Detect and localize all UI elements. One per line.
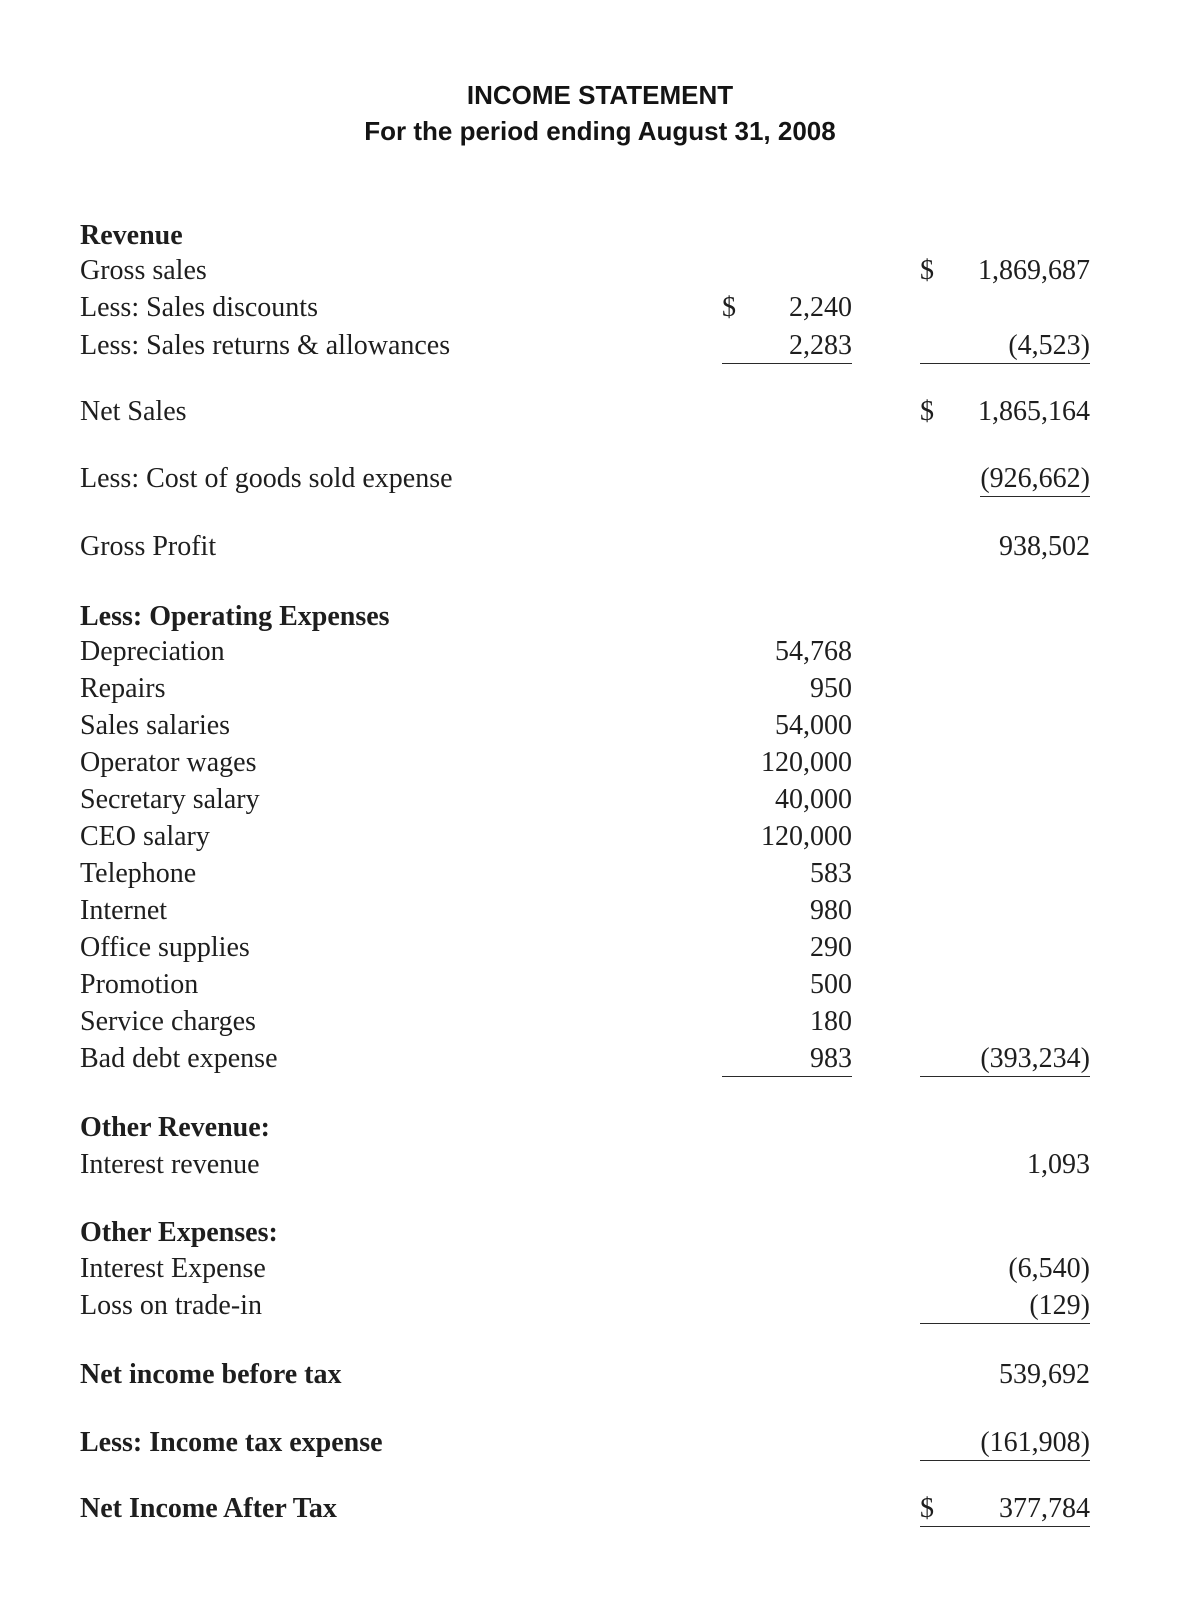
revenue-heading: Revenue bbox=[80, 220, 183, 251]
sales-discounts-value: 2,240 bbox=[789, 292, 852, 323]
expense-value: 54,768 bbox=[775, 636, 852, 667]
interest-revenue-label: Interest revenue bbox=[80, 1149, 260, 1180]
other-revenue-heading-row bbox=[0, 1111, 1200, 1145]
expense-row bbox=[0, 931, 1200, 965]
expense-value: 120,000 bbox=[761, 747, 852, 778]
gross-sales-label: Gross sales bbox=[80, 255, 207, 286]
expense-label: CEO salary bbox=[80, 821, 210, 852]
expense-value: 40,000 bbox=[775, 784, 852, 815]
revenue-heading-row bbox=[0, 219, 1200, 253]
interest-expense-row bbox=[0, 1252, 1200, 1286]
other-revenue-heading: Other Revenue: bbox=[80, 1112, 270, 1143]
interest-revenue-row bbox=[0, 1148, 1200, 1182]
loss-trade-in-row bbox=[0, 1289, 1200, 1323]
gross-sales-amount bbox=[920, 254, 1090, 288]
expense-label: Sales salaries bbox=[80, 710, 231, 741]
statement-period: For the period ending August 31, 2008 bbox=[364, 116, 836, 146]
currency-symbol: $ bbox=[920, 396, 934, 427]
expense-row bbox=[0, 783, 1200, 817]
net-before-tax-label: Net income before tax bbox=[80, 1359, 342, 1390]
expense-label: Operator wages bbox=[80, 747, 257, 778]
net-before-tax-row bbox=[0, 1358, 1200, 1392]
cogs-value: (926,662) bbox=[980, 462, 1090, 497]
sales-returns-label: Less: Sales returns & allowances bbox=[80, 330, 451, 361]
expense-value: 500 bbox=[810, 969, 852, 1000]
sales-discounts-label: Less: Sales discounts bbox=[80, 292, 318, 323]
expense-value: 120,000 bbox=[761, 821, 852, 852]
currency-symbol: $ bbox=[920, 1493, 934, 1524]
expense-row bbox=[0, 709, 1200, 743]
expense-value: 983 bbox=[722, 1042, 852, 1077]
expense-label: Service charges bbox=[80, 1006, 256, 1037]
net-sales-value: 1,865,164 bbox=[978, 396, 1090, 427]
expense-value: 950 bbox=[810, 673, 852, 704]
net-sales-amount bbox=[920, 395, 1090, 429]
expense-label: Promotion bbox=[80, 969, 199, 1000]
income-tax-row bbox=[0, 1426, 1200, 1460]
expense-value: 180 bbox=[810, 1006, 852, 1037]
expense-row bbox=[0, 857, 1200, 891]
cogs-amount bbox=[920, 462, 1090, 496]
expense-row bbox=[0, 968, 1200, 1002]
expense-row bbox=[0, 746, 1200, 780]
statement-title: INCOME STATEMENT bbox=[466, 80, 734, 110]
gross-profit-value: 938,502 bbox=[999, 531, 1090, 562]
income-tax-label: Less: Income tax expense bbox=[80, 1427, 383, 1458]
operating-expenses-heading-row bbox=[0, 600, 1200, 634]
expense-label: Internet bbox=[80, 895, 168, 926]
expense-label: Repairs bbox=[80, 673, 166, 704]
cogs-label: Less: Cost of goods sold expense bbox=[80, 463, 453, 494]
net-after-tax-row bbox=[0, 1492, 1200, 1526]
expense-value: 980 bbox=[810, 895, 852, 926]
expense-value: 290 bbox=[810, 932, 852, 963]
expense-row bbox=[0, 1042, 1200, 1076]
gross-sales-value: 1,869,687 bbox=[978, 255, 1090, 286]
expense-row bbox=[0, 1005, 1200, 1039]
income-tax-value: (161,908) bbox=[920, 1426, 1090, 1461]
expense-label: Secretary salary bbox=[80, 784, 260, 815]
net-before-tax-value: 539,692 bbox=[999, 1359, 1090, 1390]
loss-trade-in-label: Loss on trade-in bbox=[80, 1290, 262, 1321]
net-sales-label: Net Sales bbox=[80, 396, 187, 427]
currency-symbol: $ bbox=[722, 292, 736, 323]
net-after-tax-amount bbox=[920, 1492, 1090, 1527]
interest-expense-value: (6,540) bbox=[1008, 1253, 1090, 1284]
expense-row bbox=[0, 672, 1200, 706]
loss-trade-in-value: (129) bbox=[920, 1289, 1090, 1324]
net-after-tax-value: 377,784 bbox=[999, 1493, 1090, 1524]
sales-returns-value: 2,283 bbox=[722, 329, 852, 364]
net-sales-row bbox=[0, 395, 1200, 429]
expense-row bbox=[0, 635, 1200, 669]
cogs-row bbox=[0, 462, 1200, 496]
interest-expense-label: Interest Expense bbox=[80, 1253, 266, 1284]
expense-label: Depreciation bbox=[80, 636, 225, 667]
gross-sales-row bbox=[0, 254, 1200, 288]
expense-label: Bad debt expense bbox=[80, 1043, 278, 1074]
sales-returns-row bbox=[0, 329, 1200, 363]
currency-symbol: $ bbox=[920, 255, 934, 286]
interest-revenue-value: 1,093 bbox=[1027, 1149, 1090, 1180]
returns-total-value: (4,523) bbox=[920, 329, 1090, 364]
other-expenses-heading: Other Expenses: bbox=[80, 1217, 278, 1248]
expense-label: Telephone bbox=[80, 858, 197, 889]
operating-expenses-heading: Less: Operating Expenses bbox=[80, 601, 390, 632]
sales-discounts-row bbox=[0, 291, 1200, 325]
expense-value: 54,000 bbox=[775, 710, 852, 741]
gross-profit-row bbox=[0, 530, 1200, 564]
sales-discounts-amount bbox=[722, 291, 852, 325]
expense-row bbox=[0, 894, 1200, 928]
operating-expenses-total: (393,234) bbox=[920, 1042, 1090, 1077]
other-expenses-heading-row bbox=[0, 1216, 1200, 1250]
expense-value: 583 bbox=[810, 858, 852, 889]
gross-profit-label: Gross Profit bbox=[80, 531, 217, 562]
net-after-tax-label: Net Income After Tax bbox=[80, 1493, 337, 1524]
expense-label: Office supplies bbox=[80, 932, 250, 963]
expense-row bbox=[0, 820, 1200, 854]
